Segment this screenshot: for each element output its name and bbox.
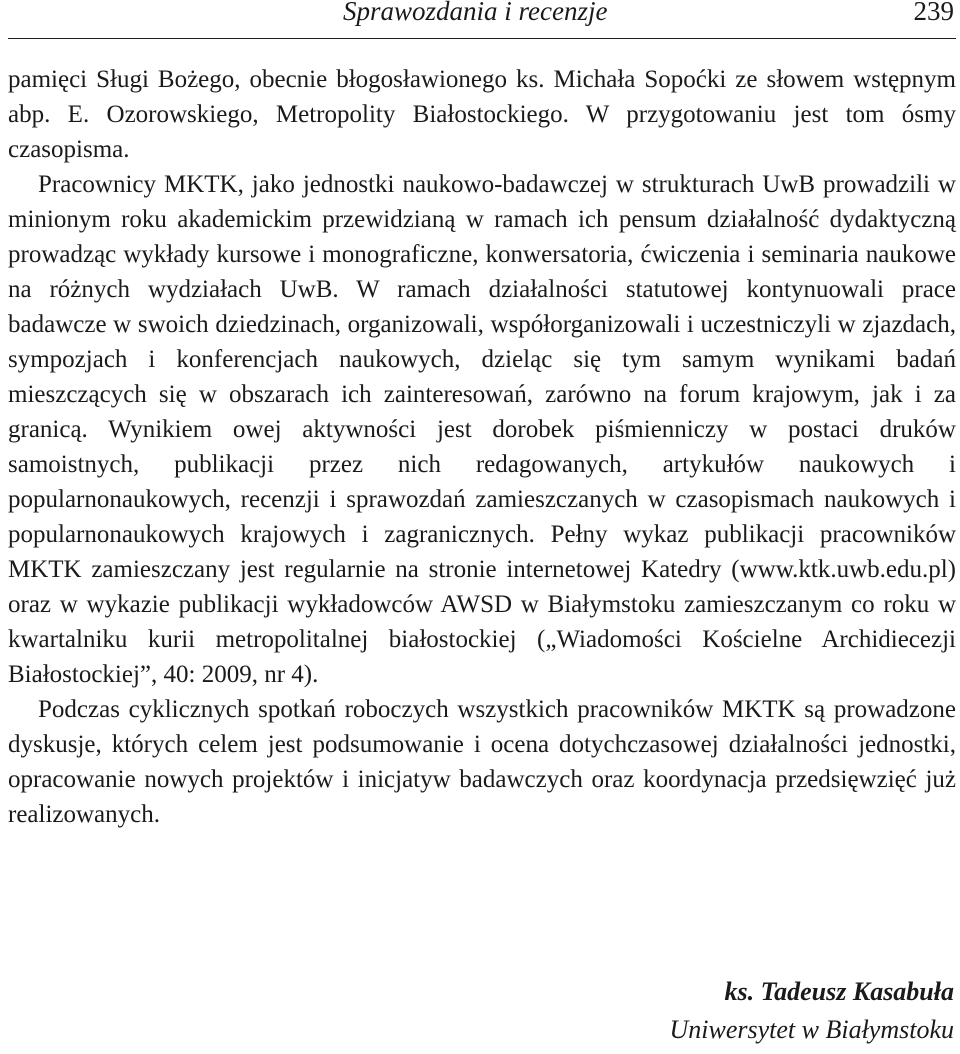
author-name: ks. Tadeusz Kasabuła bbox=[724, 977, 954, 1006]
document-page bbox=[8, 0, 956, 1054]
running-header bbox=[8, 0, 956, 39]
paragraph-meetings: Podczas cyklicznych spotkań roboczych wszystkich pracowników MKTK są prowadzone dyskusje, których celem jest podsumowanie i ocena dotychczasowej działalności jednostki, opracowanie nowych projektów i inicjatyw badawczych oraz koordynacja przedsięwzięć już realizowanych. bbox=[8, 696, 956, 828]
signature-block bbox=[669, 973, 954, 1049]
body-text bbox=[8, 62, 956, 832]
author-affiliation: Uniwersytet w Białymstoku bbox=[669, 1015, 954, 1044]
paragraph-continuation: pamięci Sługi Bożego, obecnie błogosławionego ks. Michała Sopoćki ze słowem wstępnym abp. E. Ozorowskiego, Metropolity Białostockiego. W przygotowaniu jest tom ósmy czasopisma. bbox=[8, 66, 956, 163]
paragraph-mktk-activities: Pracownicy MKTK, jako jednostki naukowo-badawczej w strukturach UwB prowadzili w minionym roku akademickim przewidzianą w ramach ich pensum działalność dydaktyczną prowadząc wykłady kursowe i monograficzne, konwersatoria, ćwiczenia i seminaria naukowe na różnych wydziałach UwB. W ramach działalności statutowej kontynuowali prace badawcze w swoich dziedzinach, organizowali, współorganizowali i uczestniczyli w zjazdach, sympozjach i konferencjach naukowych, dzieląc się tym samym wynikami badań mieszczących się w obszarach ich zainteresowań, zarówno na forum krajowym, jak i za granicą. Wynikiem owej aktywności jest dorobek piśmienniczy w postaci druków samoistnych, publikacji przez nich redagowanych, artykułów naukowych i popularnonaukowych, recenzji i sprawozdań zamieszczanych w czasopismach naukowych i popularnonaukowych krajowych i zagranicznych. Pełny wykaz publikacji pracowników MKTK zamieszczany jest regularnie na stronie internetowej Katedry (www.ktk.uwb.edu.pl) oraz w wykazie publikacji wykładowców AWSD w Białymstoku zamieszczanym co roku w kwartalniku kurii metropolitalnej białostockiej („Wiadomości Kościelne Archidiecezji Białostockiej”, 40: 2009, nr 4). bbox=[8, 171, 956, 688]
page-number: 239 bbox=[913, 0, 954, 26]
running-title: Sprawozdania i recenzje bbox=[343, 0, 608, 26]
